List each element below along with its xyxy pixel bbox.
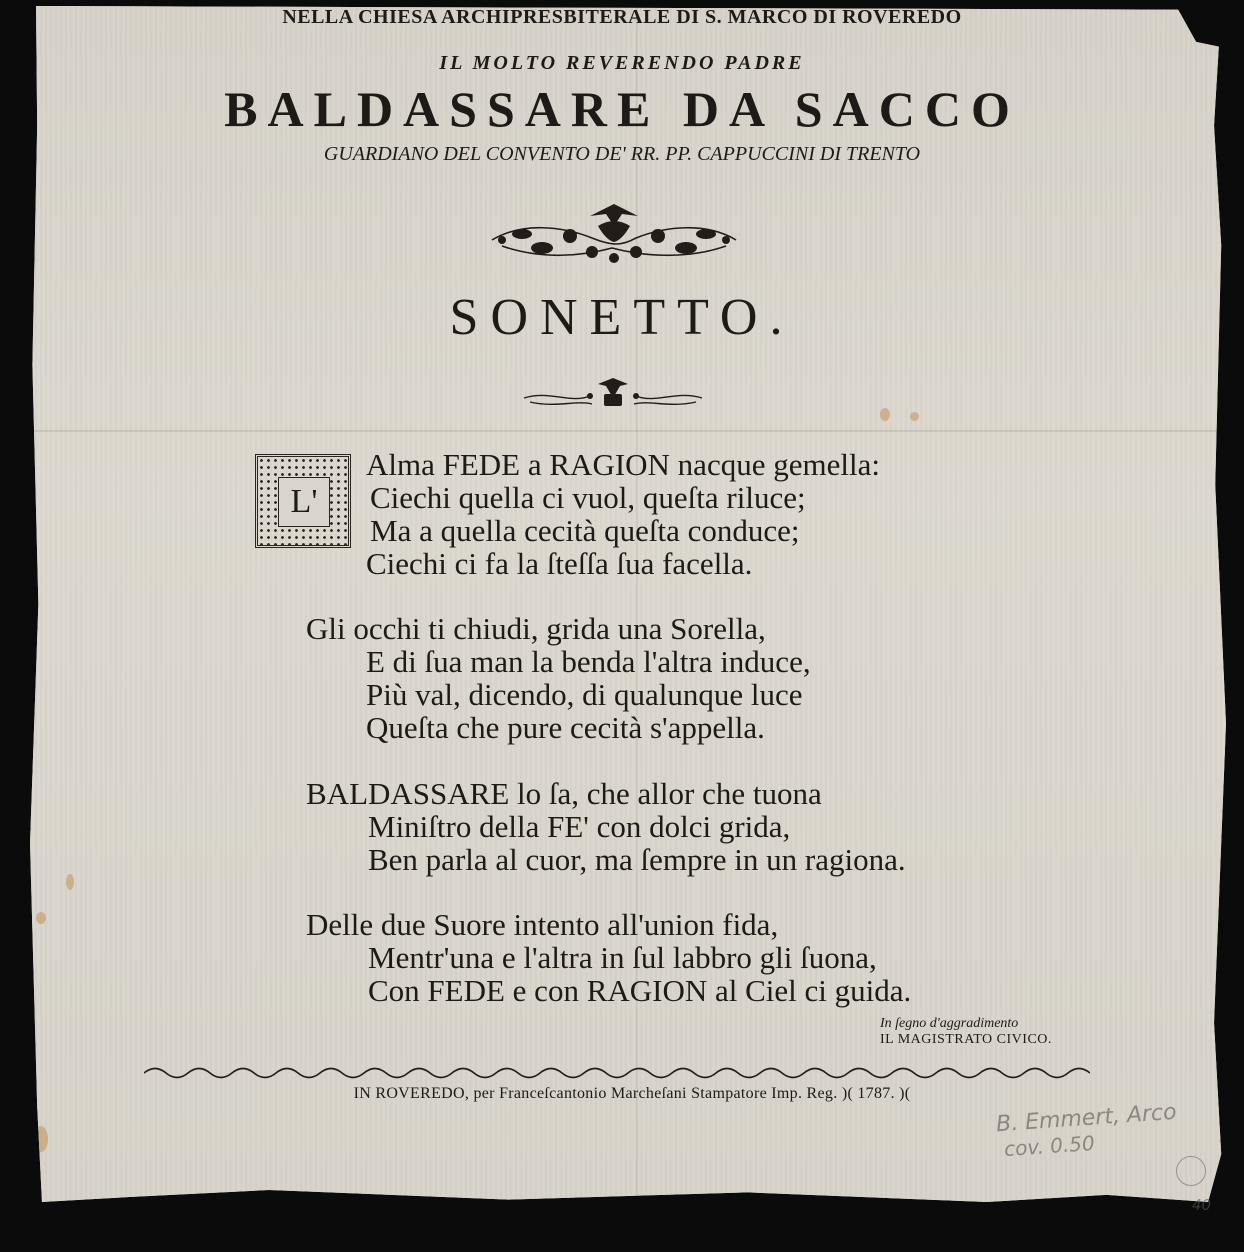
verse-line: Gli occhi ti chiudi, grida una Sorella, <box>306 611 766 646</box>
verse-line: Ciechi quella ci vuol, queſta riluce; <box>370 480 806 515</box>
verse-line: Mentr'una e l'altra in ſul labbro gli ſuona, <box>368 940 877 975</box>
stain <box>910 412 919 421</box>
stain <box>66 874 74 890</box>
church-line: NELLA CHIESA ARCHIPRESBITERALE DI S. MARCO DI ROVEREDO <box>282 6 962 28</box>
pencil-note: B. Emmert, Arco <box>995 1099 1178 1138</box>
verse-line: Con FEDE e con RAGION al Ciel ci guida. <box>368 973 912 1008</box>
library-stamp <box>1176 1156 1206 1186</box>
verse-line: Miniſtro della FE' con dolci grida, <box>368 809 791 844</box>
verse-line: Queſta che pure cecità s'appella. <box>366 710 765 745</box>
initial-letter: L' <box>278 477 330 527</box>
floral-ornament-top <box>482 196 746 274</box>
verse-line: Ciechi ci fa la ſteſſa ſua facella. <box>366 546 753 581</box>
stain <box>36 912 46 924</box>
title-line: IL MOLTO REVERENDO PADRE <box>439 52 805 74</box>
signoff <box>880 1016 1052 1048</box>
signoff-line-2: IL MAGISTRATO CIVICO. <box>880 1032 1052 1047</box>
fold-line-horizontal <box>30 430 1226 432</box>
signoff-line-1: In ſegno d'aggradimento <box>880 1016 1019 1031</box>
pencil-note: cov. 0.50 <box>1003 1130 1096 1162</box>
verse-line: Ma a quella cecità queſta conduce; <box>370 513 800 548</box>
verse-line: Delle due Suore intento all'union fida, <box>306 907 779 942</box>
verse-line: BALDASSARE lo ſa, che allor che tuona <box>306 776 822 811</box>
stain <box>880 408 890 421</box>
vine-border-rule <box>144 1064 1090 1082</box>
small-ornament <box>520 374 706 414</box>
fold-line-vertical <box>636 6 638 1202</box>
stain <box>34 1126 48 1152</box>
verse-line: E di ſua man la benda l'altra induce, <box>366 644 811 679</box>
pencil-note: 40 <box>1192 1196 1212 1214</box>
verse-line: Alma FEDE a RAGION nacque gemella: <box>366 447 880 482</box>
printer-imprint: IN ROVEREDO, per Franceſcantonio Marcheſani Stampatore Imp. Reg. )( 1787. )( <box>353 1085 911 1102</box>
verse-line: Ben parla al cuor, ma ſempre in un ragiona. <box>368 842 906 877</box>
decorated-initial <box>255 454 351 548</box>
subtitle: GUARDIANO DEL CONVENTO DE' RR. PP. CAPPUCCINI DI TRENTO <box>323 143 921 165</box>
sonnet-heading: SONETTO. <box>449 289 795 346</box>
verse-line: Più val, dicendo, di qualunque luce <box>366 677 803 712</box>
honoree-name: BALDASSARE DA SACCO <box>224 81 1020 137</box>
